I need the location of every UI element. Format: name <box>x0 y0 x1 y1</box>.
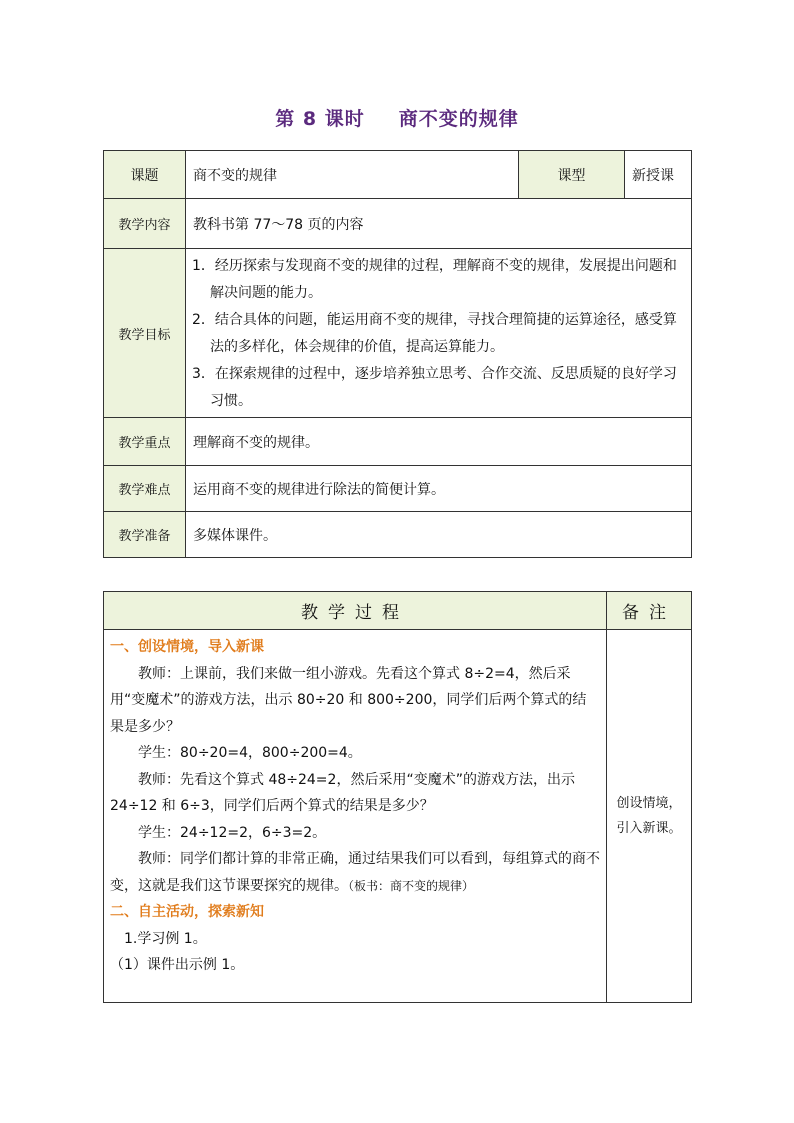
page-title <box>0 104 794 131</box>
type-value: 新授课 <box>625 151 692 199</box>
lesson-number: 第 8 课时 <box>275 108 365 130</box>
goal-item: 3．在探索规律的过程中，逐步培养独立思考、合作交流、反思质疑的良好学习习惯。 <box>192 366 677 409</box>
key-row <box>104 418 692 466</box>
process-header-row <box>104 592 692 630</box>
prep-row <box>104 512 692 558</box>
process-body-row <box>104 630 692 1003</box>
process-note <box>607 630 692 1003</box>
board-note: （板书：商不变的规律） <box>348 878 475 893</box>
paragraph: 教师：先看这个算式 48÷24=2，然后采用“变魔术”的游戏方法，出示 24÷12 和 6÷3，同学们后两个算式的结果是多少？ <box>110 771 575 814</box>
lesson-topic: 商不变的规律 <box>398 108 519 130</box>
key-label: 教学重点 <box>104 418 186 466</box>
content-row <box>104 199 692 249</box>
list-item: （1）课件出示例 1。 <box>110 957 245 973</box>
section-heading: 二、自主活动，探索新知 <box>110 904 264 920</box>
goal-item: 1．经历探索与发现商不变的规律的过程，理解商不变的规律，发展提出问题和解决问题的能力。 <box>192 258 677 301</box>
paragraph: 教师：上课前，我们来做一组小游戏。先看这个算式 8÷2=4，然后采用“变魔术”的游戏方法，出示 80÷20 和 800÷200，同学们后两个算式的结果是多少？ <box>110 665 587 735</box>
paragraph: 学生：24÷12=2，6÷3=2。 <box>138 824 327 841</box>
goal-item: 2．结合具体的问题，能运用商不变的规律，寻找合理简捷的运算途径，感受算法的多样化，体会规律的价值，提高运算能力。 <box>192 312 677 355</box>
type-label: 课型 <box>519 151 625 199</box>
notes-header: 备注 <box>607 592 692 630</box>
section-heading: 一、创设情境，导入新课 <box>110 639 264 655</box>
difficulty-label: 教学难点 <box>104 466 186 512</box>
note-line: 引入新课。 <box>616 821 682 836</box>
teaching-process-table <box>103 591 692 1003</box>
topic-row <box>104 151 692 199</box>
process-content <box>104 630 607 1003</box>
topic-label: 课题 <box>104 151 186 199</box>
process-header: 教学过程 <box>104 592 607 630</box>
key-value: 理解商不变的规律。 <box>186 418 692 466</box>
note-line: 创设情境， <box>616 796 682 811</box>
goals-label: 教学目标 <box>104 249 186 418</box>
topic-value: 商不变的规律 <box>186 151 519 199</box>
paragraph-text: 教师：同学们都计算的非常正确，通过结果我们可以看到，每组算式的商不变，这就是我们这节课要探究的规律。 <box>110 851 600 894</box>
prep-value: 多媒体课件。 <box>186 512 692 558</box>
paragraph <box>110 846 600 899</box>
difficulty-row <box>104 466 692 512</box>
difficulty-value: 运用商不变的规律进行除法的简便计算。 <box>186 466 692 512</box>
lesson-info-table <box>103 150 692 558</box>
paragraph: 学生：80÷20=4，800÷200=4。 <box>138 745 362 761</box>
content-value: 教科书第 77～78 页的内容 <box>186 199 692 249</box>
prep-label: 教学准备 <box>104 512 186 558</box>
list-item: 1.学习例 1。 <box>124 930 207 947</box>
goals-list <box>186 249 692 418</box>
content-label: 教学内容 <box>104 199 186 249</box>
goals-row <box>104 249 692 418</box>
